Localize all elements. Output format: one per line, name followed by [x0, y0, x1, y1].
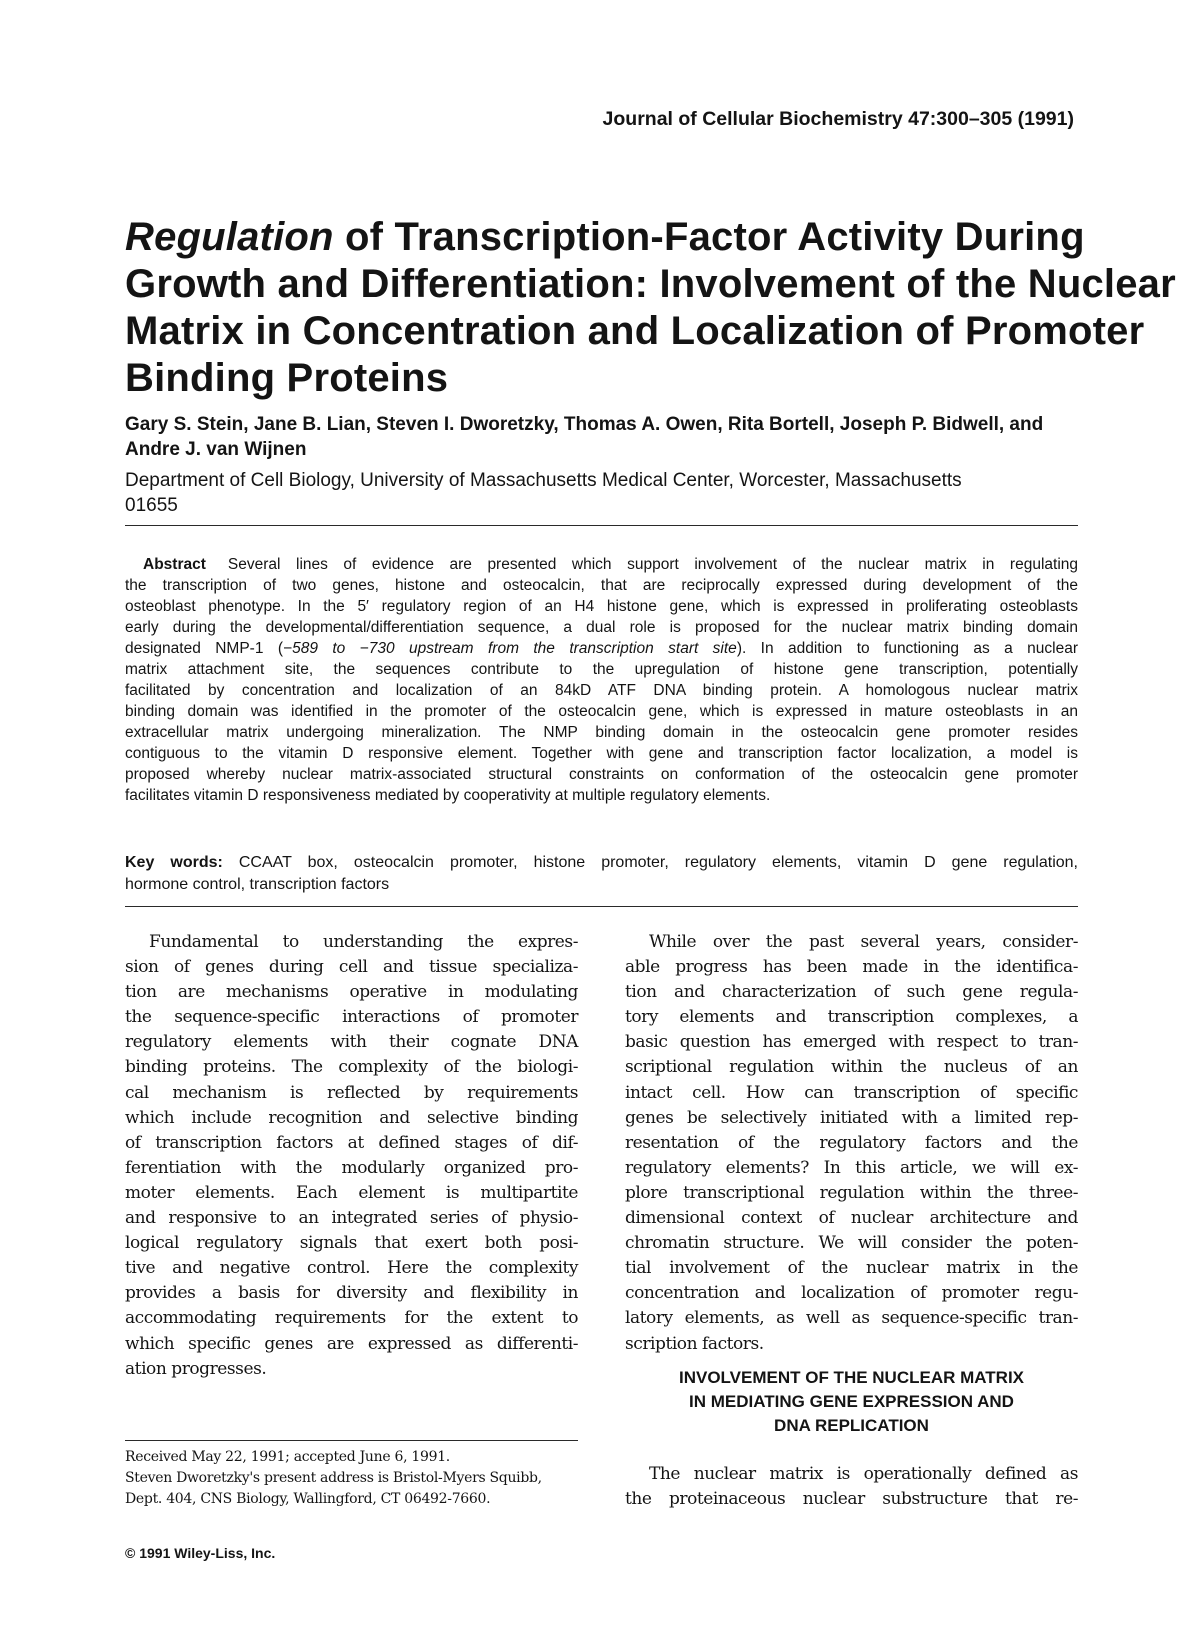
body-line: provides a basis for diversity and flexibility in [125, 1283, 578, 1304]
keywords-label: Key words: [125, 854, 223, 871]
abstract-line: Abstract Several lines of evidence are presented which support involvement of the nuclear matrix in regulating [143, 556, 1078, 573]
abstract-line: proposed whereby nuclear matrix-associated structural constraints on conformation of the osteocalcin gene promoter [125, 766, 1078, 783]
body-column-right-continued [625, 1462, 1078, 1512]
footnote-divider [125, 1440, 578, 1441]
author-list [125, 412, 1085, 462]
journal-citation: Journal of Cellular Biochemistry 47:300–305 (1991) [602, 108, 1074, 130]
body-line: regulatory elements with their cognate DNA [125, 1032, 578, 1053]
body-line: While over the past several years, consider- [649, 932, 1078, 952]
body-line: scriptional regulation within the nucleus of an [625, 1057, 1078, 1078]
body-line: tion and characterization of such gene regula- [625, 982, 1078, 1003]
body-line: which include recognition and selective binding [125, 1107, 578, 1128]
keywords-line: hormone control, transcription factors [125, 876, 390, 893]
heading-line: INVOLVEMENT OF THE NUCLEAR MATRIX [678, 1368, 1025, 1387]
body-line: latory elements, as well as sequence-specific tran- [625, 1308, 1078, 1329]
body-line: logical regulatory signals that exert both posi- [125, 1233, 578, 1254]
body-line: dimensional context of nuclear architecture and [625, 1208, 1078, 1229]
affiliation [125, 468, 1085, 518]
abstract-label: Abstract [143, 556, 206, 573]
body-column-left [125, 930, 578, 1382]
abstract-line: extracellular matrix undergoing mineralization. The NMP binding domain in the osteocalcin gene promoter resides [125, 724, 1078, 741]
article-title [125, 214, 1176, 402]
body-line: binding proteins. The complexity of the biologi- [125, 1057, 578, 1078]
footnote-address-line: Dept. 404, CNS Biology, Wallingford, CT 06492-7660. [125, 1491, 491, 1507]
author-line: Andre J. van Wijnen [125, 439, 307, 460]
section-heading [625, 1366, 1078, 1438]
footnote-address-line: Steven Dworetzky's present address is Bristol-Myers Squibb, [125, 1470, 542, 1486]
title-line: Matrix in Concentration and Localization of Promoter [125, 309, 1145, 353]
body-line: the proteinaceous nuclear substructure that re- [625, 1489, 1078, 1510]
title-line: Regulation of Transcription-Factor Activity During [125, 215, 1085, 259]
footnotes [125, 1447, 578, 1510]
body-line: able progress has been made in the identifica- [625, 957, 1078, 978]
body-line: concentration and localization of promoter regu- [625, 1283, 1078, 1304]
body-line: resentation of the regulatory factors and the [625, 1132, 1078, 1153]
body-line: which specific genes are expressed as differenti- [125, 1333, 578, 1354]
body-line: The nuclear matrix is operationally defined as [649, 1464, 1078, 1484]
abstract-line: contiguous to the vitamin D responsive element. Together with gene and transcription factor localization, a model is [125, 745, 1078, 762]
heading-line: DNA REPLICATION [774, 1416, 929, 1435]
body-line: sion of genes during cell and tissue specializa- [125, 957, 578, 978]
heading-line: IN MEDIATING GENE EXPRESSION AND [689, 1392, 1014, 1411]
title-line: Growth and Differentiation: Involvement of the Nuclear [125, 262, 1176, 306]
body-line: tive and negative control. Here the complexity [125, 1258, 578, 1279]
body-line: the sequence-specific interactions of promoter [125, 1007, 578, 1028]
body-line: cal mechanism is reflected by requirements [125, 1082, 578, 1103]
body-line: intact cell. How can transcription of specific [625, 1082, 1078, 1103]
abstract-line: binding domain was identified in the promoter of the osteocalcin gene, which is expressed in mature osteoblasts in an [125, 703, 1078, 720]
abstract-line: facilitates vitamin D responsiveness mediated by cooperativity at multiple regulatory elements. [125, 787, 771, 804]
abstract-line: osteoblast phenotype. In the 5′ regulatory region of an H4 histone gene, which is expressed in proliferating osteoblasts [125, 598, 1078, 615]
body-line: ferentiation with the modularly organized pro- [125, 1157, 578, 1178]
body-column-right [625, 930, 1078, 1357]
abstract [125, 554, 1078, 806]
body-line: tory elements and transcription complexes, a [625, 1007, 1078, 1028]
body-line: tion are mechanisms operative in modulating [125, 982, 578, 1003]
body-line: tial involvement of the nuclear matrix in the [625, 1258, 1078, 1279]
footnote-received: Received May 22, 1991; accepted June 6, 1991. [125, 1449, 450, 1465]
abstract-line: matrix attachment site, the sequences contribute to the upregulation of histone gene transcription, potentially [125, 661, 1078, 678]
author-line: Gary S. Stein, Jane B. Lian, Steven I. Dworetzky, Thomas A. Owen, Rita Bortell, Joseph P. Bidwell, and [125, 414, 1044, 435]
divider-top [125, 525, 1078, 526]
body-line: moter elements. Each element is multipartite [125, 1182, 578, 1203]
body-line: of transcription factors at defined stages of dif- [125, 1132, 578, 1153]
body-line: and responsive to an integrated series of physio- [125, 1208, 578, 1229]
keywords-line: Key words: CCAAT box, osteocalcin promoter, histone promoter, regulatory elements, vitamin D gene regulation, [125, 854, 1078, 871]
abstract-line: facilitated by concentration and localization of an 84kD ATF DNA binding protein. A homologous nuclear matrix [125, 682, 1078, 699]
body-line: accommodating requirements for the extent to [125, 1308, 578, 1329]
title-line: Binding Proteins [125, 356, 449, 400]
keywords [125, 852, 1078, 896]
divider-bottom [125, 906, 1078, 907]
body-line: genes be selectively initiated with a limited rep- [625, 1107, 1078, 1128]
abstract-line: early during the developmental/differentiation sequence, a dual role is proposed for the nuclear matrix binding domain [125, 619, 1078, 636]
body-line: chromatin structure. We will consider the poten- [625, 1233, 1078, 1254]
affiliation-line: 01655 [125, 495, 178, 516]
abstract-line: the transcription of two genes, histone and osteocalcin, that are reciprocally expressed during development of the [125, 577, 1078, 594]
body-line: Fundamental to understanding the expres- [149, 932, 578, 952]
affiliation-line: Department of Cell Biology, University of Massachusetts Medical Center, Worcester, Massachusetts [125, 470, 962, 491]
abstract-line: designated NMP-1 (−589 to −730 upstream from the transcription start site). In addition to functioning as a nuclear [125, 640, 1079, 657]
body-line: ation progresses. [125, 1358, 267, 1379]
body-line: regulatory elements? In this article, we will ex- [625, 1157, 1078, 1178]
body-line: basic question has emerged with respect to tran- [625, 1032, 1078, 1053]
copyright: © 1991 Wiley-Liss, Inc. [125, 1545, 276, 1561]
body-line: plore transcriptional regulation within the three- [625, 1182, 1078, 1203]
body-line: scription factors. [625, 1333, 764, 1354]
